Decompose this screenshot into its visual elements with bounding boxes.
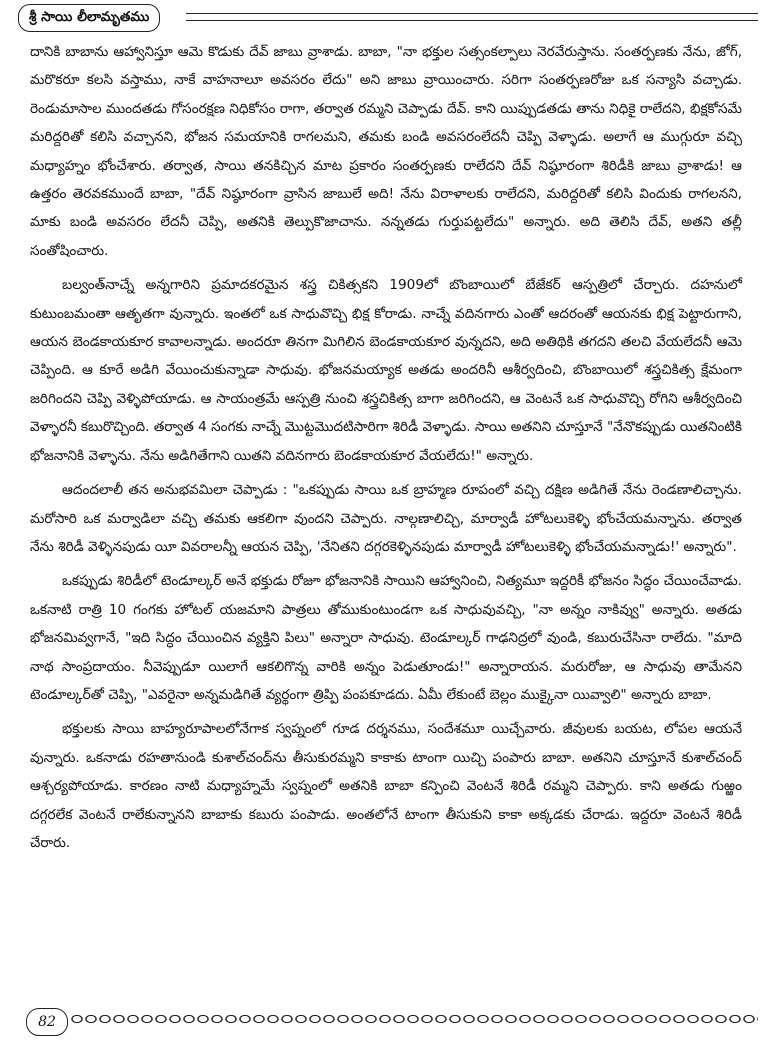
text-line: వ్రాశాడు! ఆ ఉత్తరం తెరవకముందే బాబా, "దేవ్ నిష్ఠూరంగా వ్రాసిన జాబులే అది! నేను విరాళాలకు రాలేదని,: [30, 157, 742, 203]
text-line: వదినగారు ఎంతో ఆదరంతో ఆయనకు భిక్ష పెట్టారుగాని, ఆయన బెండకాయకూర కావాలన్నాడు. అందరూ: [30, 305, 742, 351]
text-line: మరిద్దరితో కలిసి విందుకు రాగలనని, మాకు బండి అవసరం లేదనీ చెప్పి, అతనికి తెల్పుకొజాచాను. నన్నతడు: [30, 186, 742, 231]
paragraph: [30, 271, 742, 470]
text-line: అడిగి వేయించుకున్నాడా సాధువు. భోజనమయ్యాక అతడు అందరినీ ఆశీర్వదించి, బొంబాయిలో శస్త్రచికిత్స: [130, 362, 695, 379]
page-number-text: 82: [38, 1014, 56, 1030]
paragraph: [30, 38, 742, 265]
text-line: యితని వదినగారు బెండకాయకూర వేయలేదు!" అన్నారు.: [233, 447, 534, 464]
page-header: [18, 4, 758, 32]
paragraph: [30, 476, 742, 561]
running-title-text: శ్రీ సాయి లీలామృతము: [29, 8, 150, 25]
text-line: సమయానికి రాగలమని, తమకు బండి అవసరంలేదనీ చెప్పి వెళ్ళాడు. అలాగే ఆ ముగ్గురూ వచ్చి మధ్యాహ్నం: [30, 129, 742, 174]
page-body: [30, 38, 742, 863]
text-line: ఒకప్పుడు శిరిడీలో టెండూల్కర్ అనే భక్తుడు రోజూ భోజనానికి సాయిని ఆహ్వానించి, నిత్యమూ ఇద్దరికీ: [62, 573, 585, 590]
text-line: భోజనం సిద్ధం చేయించేవాడు. ఒకనాటి రాత్రి 10 గంగకు హోటల్ యజమాని పాత్రలు తోముకుంటుండగా ఒక: [30, 573, 742, 618]
text-line: తినగా మిగిలిన బెండకాయకూర వున్నదని, అది అతిథికి తగదని తలచి వేయలేదనీ ఆమె చెప్పింది. ఆ కూరే: [30, 334, 742, 379]
page-footer: [18, 1008, 758, 1038]
text-line: 'నేనితని దగ్గరకెళ్ళినపుడు మార్వాడీ హోటలుకెళ్ళి భోంచేయమన్నాడు!' అన్నారు".: [316, 538, 737, 555]
text-line: రమ్మని చెప్పాడు దేవ్. కాని యిప్పుడతడు తాను నిధికై రాలేదని, భిక్షకోసమే మరిద్దరితో కలిసి వచ్చానని, భోజన: [30, 100, 742, 146]
text-line: భక్తులకు సాయి బాహ్యరూపాలలోనేగాక స్వప్నంలో గూడ దర్శనము, సందేశమూ యిచ్చేవారు. జీవులకు: [62, 721, 608, 738]
text-line: బాబా.: [678, 686, 712, 703]
text-line: గుర్తుపట్టలేదు" అన్నారు. అది తెలిసి దేవ్, అతని తల్లీ సంతోషించారు.: [30, 214, 743, 259]
text-line: చెప్పి, "ఎవరైనా అన్నమడిగితే వ్యర్థంగా త్రిప్పి పంపకూడదు. ఏమీ లేకుంటే బెల్లం ముక్కైనా యివ్వాలి" అన్నారు: [108, 686, 674, 703]
header-rule: [186, 13, 758, 14]
text-line: సాధువువచ్చి, "నా అన్నం నాకివ్వు" అన్నారు. అతడు భోజనమివ్వగానే, "ఇది సిద్ధం చేయించిన వ్యక్తిని పిలు": [30, 601, 742, 647]
page-number: [26, 1008, 68, 1036]
text-line: దానికి బాబాను ఆహ్వానిస్తూ ఆమె కొడుకు దేవ్ జాబు వ్రాశాడు. బాబా, "నా భక్తుల సత్సంకల్పాలు నెరవేరుస్తాను.: [30, 44, 610, 60]
text-line: చేర్చారు. దహనులో కుటుంబమంతా ఆతృతగా వున్నారు. ఇంతలో ఒక సాధువొచ్చి భిక్ష కోరాడు. నాచ్నే: [30, 277, 742, 322]
header-rule: [186, 20, 758, 21]
text-line: సంతర్పణకు నేను, జోగ్, మరొకరూ కలసి వస్తాము, నాకే వాహనాలూ అవసరం లేదు" అని జాబు వ్రాయించారు.: [30, 44, 743, 89]
text-line: మార్వాడీ హోటలుకెళ్ళి భోంచేయమన్నాను. తర్వాత నేను శిరిడీ వెళ్ళినపుడు యీ వివరాలన్నీ ఆయన చెప్పి,: [30, 510, 742, 555]
text-line: బల్వంత్‌నాచ్నే అన్నగారిని ప్రమాదకరమైన శస్త్ర చికిత్సకని 1909లో బొంబాయిలో బేజేకర్ ఆస్పత్రిలో: [62, 277, 622, 294]
text-line: ఆదందలాలీ తన అనుభవమిలా చెప్పాడు : "ఒకప్పుడు సాయి ఒక బ్రాహ్మణ రూపంలో వచ్చి దక్షిణ: [62, 482, 573, 499]
text-line: సరిగా సంతర్పణరోజు ఒక సన్యాసి వచ్చాడు. రెండుమాసాల ముందతడు గోసంరక్షణ నిధికోసం రాగా, తర్వాత: [30, 72, 743, 117]
text-line: బాబాకు కబురు పంపాడు. అంతలోనే టాంగా తీసుకుని కాకా అక్కడకు చేరాడు. ఇద్దరూ వెంటనే శిరిడీ చేరారు.: [30, 806, 742, 851]
text-line: బయట, లోపల ఆయనే వున్నారు. ఒకనాడు రహతానుండి కుశాల్‌చంద్‌ను తీసుకురమ్మని కాకాకు టాంగా: [30, 721, 742, 766]
running-title: [18, 4, 160, 32]
text-line: శిరిడీ వెళ్ళాడు. సాయి అతనిని చూస్తూనే "నేనొకప్పుడు యితనింటికి భోజనానికి వెళ్ళాను. నేను అడిగితేగాని: [30, 419, 742, 464]
text-line: అతనికి బాబా కన్పించి వెంటనే శిరిడీ రమ్మని చెప్పారు. కాని అతడు గుఱ్ఱం దగ్గరలేక వెంటనే రాలేకున్నానని: [30, 778, 742, 823]
paragraph: [30, 715, 742, 857]
text-line: యిచ్చి పంపారు బాబా. అతనిని చూస్తూనే కుశాల్‌చంద్ ఆశ్చర్యపోయాడు. కారణం నాటి మధ్యాహ్నమే స్వప్నంలో: [30, 749, 742, 795]
text-line: భోంచేశారు. తర్వాత, సాయి తనకిచ్చిన మాట ప్రకారం సంతర్పణకు రాలేదని దేవ్ నిష్ఠూరంగా శిరిడీకి జాబు: [97, 157, 671, 174]
text-line: క్షేమంగా జరిగిందని చెప్పి వెళ్ళిపోయాడు. ఆ సాయంత్రమే ఆస్పత్రి నుంచి శస్త్రచికిత్స బాగా జరిగిందని, ఆ: [30, 362, 742, 407]
text-line: అన్నారా సాధువు. టెండూల్కర్ గాఢనిద్రలో వుండి, కబురుచేసినా రాలేదు. "మాది నాథ సాంప్రదాయం. నీవెప్పుడూ: [30, 630, 743, 675]
footer-ornament-rule: [70, 1012, 758, 1026]
paragraph: [30, 567, 742, 709]
text-line: యిలాగే ఆకలిగొన్న వారికి అన్నం పెడుతూండు!" అన్నారాయన. మరురోజు, ఆ సాధువు తామేనని టెండూల్కర్‌తో: [30, 658, 742, 703]
text-line: వెంటనే ఒక సాధువొచ్చి రోగిని ఆశీర్వదించి వెళ్ళారనీ కబురొచ్చింది. తర్వాత 4 సంగకు నాచ్నే మొట్టమొదటిసారిగా: [30, 390, 743, 436]
text-line: అడిగితే నేను రెండణాలిచ్చాను. మరోసారి ఒక మర్వాడిలా వచ్చి తమకు ఆకలిగా వుందని చెప్పారు. నాల్గణాలిచ్చి,: [30, 482, 742, 527]
